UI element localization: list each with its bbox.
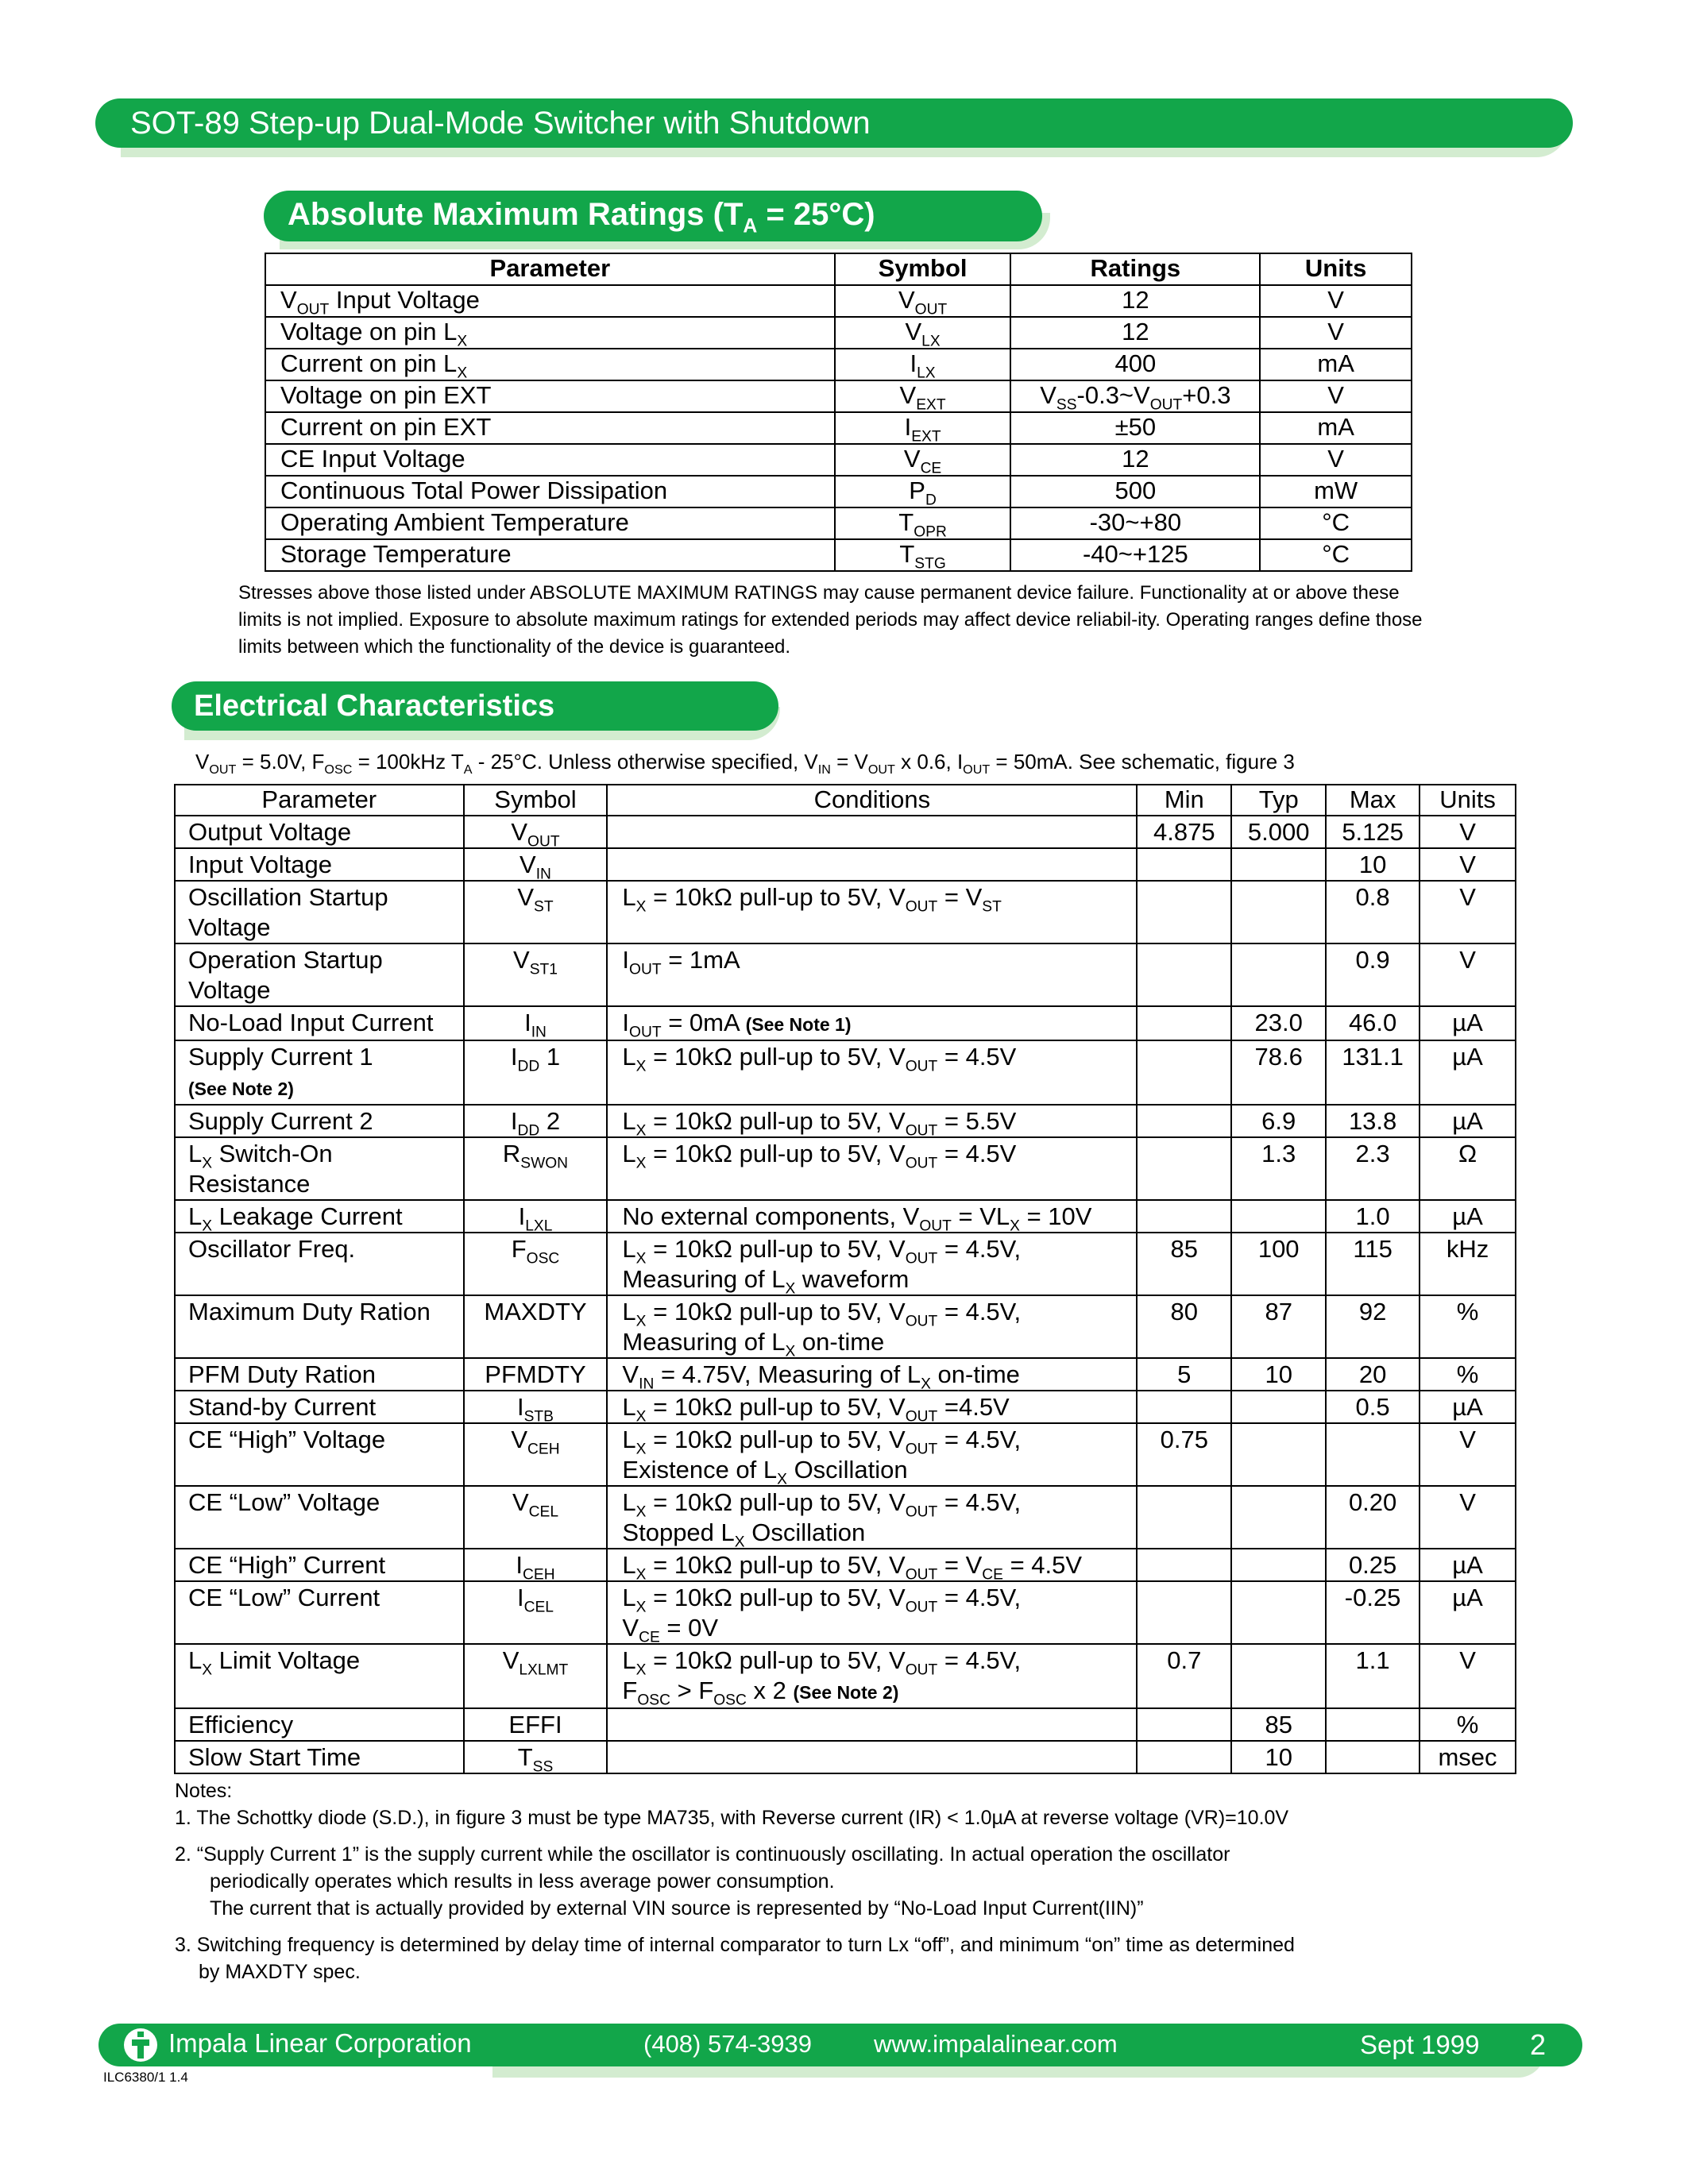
ec-min-cell xyxy=(1137,1006,1231,1040)
ec-symbol-cell: $I_{IN}$ xyxy=(464,1006,608,1040)
ec-conditions-cell: No external components, $V_{OUT} = VL_X = 10V$ xyxy=(607,1200,1137,1233)
page-number: 2 xyxy=(1530,2028,1547,2061)
ec-unit-cell: µA xyxy=(1420,1391,1516,1423)
ec-symbol-cell: MAXDTY xyxy=(464,1295,608,1358)
ec-row xyxy=(175,1358,1516,1391)
ec-row xyxy=(175,1423,1516,1486)
ec-unit-cell: µA xyxy=(1420,1581,1516,1644)
amr-heading-bar xyxy=(264,191,1042,241)
ec-parameter-cell: No-Load Input Current xyxy=(175,1006,464,1040)
website-link[interactable]: www.impalalinear.com xyxy=(874,2030,1118,2058)
amr-rating-cell: 500 xyxy=(1010,476,1260,507)
amr-symbol-cell: $T_{STG}$ xyxy=(835,539,1011,571)
ec-unit-cell: V xyxy=(1420,881,1516,943)
ec-col-header: Typ xyxy=(1231,785,1326,816)
ec-col-header: Symbol xyxy=(464,785,608,816)
amr-symbol-cell: $V_{LX}$ xyxy=(835,317,1011,349)
ec-col-header: Parameter xyxy=(175,785,464,816)
ec-symbol-cell: $V_{CEL}$ xyxy=(464,1486,608,1549)
ec-parameter-cell: Stand-by Current xyxy=(175,1391,464,1423)
footer-bar xyxy=(98,2024,1582,2066)
ec-heading: Electrical Characteristics xyxy=(194,689,555,723)
ec-row xyxy=(175,1137,1516,1200)
ec-max-cell: 13.8 xyxy=(1326,1105,1420,1137)
ec-max-cell: 0.9 xyxy=(1326,943,1420,1006)
amr-unit-cell: °C xyxy=(1260,507,1412,539)
note-2-line-2: periodically operates which results in less average power consumption. xyxy=(210,1870,835,1893)
ec-row xyxy=(175,1391,1516,1423)
document-id: ILC6380/1 1.4 xyxy=(103,2070,188,2085)
ec-row xyxy=(175,1486,1516,1549)
ec-table-body xyxy=(175,816,1516,1776)
ec-conditions-cell: $L_X = 10k\Omega$ pull-up to 5V, $V_{OUT} = 4.5V$, $F_{OSC} > F_{OSC}$ x 2 (See Note 2) xyxy=(607,1644,1137,1708)
amr-col-header: Symbol xyxy=(835,253,1011,285)
amr-col-header: Parameter xyxy=(265,253,835,285)
ec-conditions-cell: $L_X = 10k\Omega$ pull-up to 5V, $V_{OUT} =4.5V$ xyxy=(607,1391,1137,1423)
amr-parameter-cell: Voltage on pin $L_X$ xyxy=(265,317,835,349)
ec-conditions-cell: $L_X = 10k\Omega$ pull-up to 5V, $V_{OUT} = 4.5V$ xyxy=(607,1137,1137,1200)
ec-max-cell xyxy=(1326,1708,1420,1741)
amr-symbol-cell: $V_{OUT}$ xyxy=(835,285,1011,317)
ec-typ-cell: 100 xyxy=(1231,1233,1326,1295)
ec-symbol-cell: $V_{OUT}$ xyxy=(464,816,608,848)
ec-conditions-cell xyxy=(607,1708,1137,1741)
note-3-line-1: 3. Switching frequency is determined by delay time of internal comparator to turn Lx “off”, and minimum “on” time as determined xyxy=(175,1934,1295,1956)
ec-min-cell xyxy=(1137,1549,1231,1581)
amr-parameter-cell: $V_{OUT}$ Input Voltage xyxy=(265,285,835,317)
ec-parameter-cell: Oscillator Freq. xyxy=(175,1233,464,1295)
ec-unit-cell: µA xyxy=(1420,1006,1516,1040)
ec-col-header: Units xyxy=(1420,785,1516,816)
amr-row xyxy=(265,444,1412,476)
ec-parameter-cell: Input Voltage xyxy=(175,848,464,881)
ec-min-cell xyxy=(1137,943,1231,1006)
ec-typ-cell: 1.3 xyxy=(1231,1137,1326,1200)
amr-heading: Absolute Maximum Ratings $(T_A = 25^\circ C)$ xyxy=(288,197,875,237)
ec-symbol-cell: $V_{ST}$ xyxy=(464,881,608,943)
ec-conditions-cell: $V_{IN} = 4.75V$, Measuring of $L_X$ on-time xyxy=(607,1358,1137,1391)
ec-typ-cell xyxy=(1231,1644,1326,1708)
amr-unit-cell: V xyxy=(1260,444,1412,476)
note-2-line-3: The current that is actually provided by external VIN source is represented by “No-Load Input Current(IIN)” xyxy=(210,1897,1144,1920)
ec-row xyxy=(175,1040,1516,1105)
ec-symbol-cell: $I_{DD}$ 2 xyxy=(464,1105,608,1137)
ec-min-cell xyxy=(1137,1581,1231,1644)
absolute-max-ratings-table xyxy=(265,253,1412,572)
ec-symbol-cell: EFFI xyxy=(464,1708,608,1741)
ec-row xyxy=(175,943,1516,1006)
note-2-line-1: 2. “Supply Current 1” is the supply current while the oscillator is continuously oscillating. In actual operation the oscillator xyxy=(175,1843,1230,1866)
ec-conditions-cell: $L_X = 10k\Omega$ pull-up to 5V, $V_{OUT} = 4.5V$, Measuring of $L_X$ on-time xyxy=(607,1295,1137,1358)
ec-row xyxy=(175,1708,1516,1741)
amr-row xyxy=(265,507,1412,539)
ec-max-cell: 115 xyxy=(1326,1233,1420,1295)
amr-row xyxy=(265,412,1412,444)
ec-col-header: Conditions xyxy=(607,785,1137,816)
ec-symbol-cell: $V_{IN}$ xyxy=(464,848,608,881)
amr-unit-cell: mA xyxy=(1260,412,1412,444)
ec-parameter-cell: CE “Low” Current xyxy=(175,1581,464,1644)
ec-min-cell xyxy=(1137,1741,1231,1773)
ec-conditions-cell xyxy=(607,816,1137,848)
ec-conditions-cell: $L_X = 10k\Omega$ pull-up to 5V, $V_{OUT} = 4.5V$ xyxy=(607,1040,1137,1105)
ec-unit-cell: V xyxy=(1420,1644,1516,1708)
ec-unit-cell: µA xyxy=(1420,1105,1516,1137)
amr-col-header: Ratings xyxy=(1010,253,1260,285)
ec-row xyxy=(175,1644,1516,1708)
ec-row xyxy=(175,848,1516,881)
ec-max-cell: 0.8 xyxy=(1326,881,1420,943)
amr-parameter-cell: CE Input Voltage xyxy=(265,444,835,476)
ec-max-cell: 0.25 xyxy=(1326,1549,1420,1581)
ec-min-cell: 0.7 xyxy=(1137,1644,1231,1708)
amr-rating-cell: ±50 xyxy=(1010,412,1260,444)
ec-parameter-cell: Maximum Duty Ration xyxy=(175,1295,464,1358)
ec-unit-cell: µA xyxy=(1420,1549,1516,1581)
ec-row xyxy=(175,1581,1516,1644)
ec-min-cell xyxy=(1137,848,1231,881)
ec-row xyxy=(175,1741,1516,1773)
ec-unit-cell: % xyxy=(1420,1708,1516,1741)
ec-typ-cell xyxy=(1231,1200,1326,1233)
ec-parameter-cell: Supply Current 2 xyxy=(175,1105,464,1137)
ec-min-cell xyxy=(1137,1040,1231,1105)
amr-row xyxy=(265,349,1412,380)
amr-unit-cell: °C xyxy=(1260,539,1412,571)
ec-conditions-cell: $I_{OUT} = 1mA$ xyxy=(607,943,1137,1006)
test-conditions: $V_{OUT} = 5.0V$, $F_{OSC} = 100kHz$ $T_A - 25^\circ C$. Unless otherwise specified, $V_{IN} = V_{OUT}$ x 0.6, $I_{OUT} = 50mA$. See schematic, figure 3 xyxy=(195,750,1295,778)
amr-row xyxy=(265,285,1412,317)
ec-min-cell xyxy=(1137,1105,1231,1137)
ec-row xyxy=(175,881,1516,943)
amr-symbol-cell: $P_D$ xyxy=(835,476,1011,507)
amr-row xyxy=(265,539,1412,571)
ec-row xyxy=(175,1200,1516,1233)
ec-symbol-cell: $R_{SWON}$ xyxy=(464,1137,608,1200)
ec-min-cell xyxy=(1137,881,1231,943)
amr-parameter-cell: Current on pin $L_X$ xyxy=(265,349,835,380)
ec-parameter-cell: Oscillation Startup Voltage xyxy=(175,881,464,943)
ec-parameter-cell: $L_X$ Leakage Current xyxy=(175,1200,464,1233)
electrical-characteristics-table xyxy=(174,784,1516,1774)
ec-max-cell: 10 xyxy=(1326,848,1420,881)
amr-parameter-cell: Current on pin EXT xyxy=(265,412,835,444)
ec-min-cell: 4.875 xyxy=(1137,816,1231,848)
amr-rating-cell: 12 xyxy=(1010,444,1260,476)
amr-row xyxy=(265,317,1412,349)
ec-unit-cell: msec xyxy=(1420,1741,1516,1773)
amr-header-row xyxy=(265,253,1412,285)
ec-parameter-cell: Supply Current 1 (See Note 2) xyxy=(175,1040,464,1105)
ec-header-row xyxy=(175,785,1516,816)
ec-col-header: Max xyxy=(1326,785,1420,816)
ec-conditions-cell: $L_X = 10k\Omega$ pull-up to 5V, $V_{OUT} = 5.5V$ xyxy=(607,1105,1137,1137)
ec-typ-cell: 78.6 xyxy=(1231,1040,1326,1105)
ec-min-cell xyxy=(1137,1708,1231,1741)
ec-conditions-cell: $L_X = 10k\Omega$ pull-up to 5V, $V_{OUT} = V_{CE} = 4.5V$ xyxy=(607,1549,1137,1581)
ec-typ-cell: 5.000 xyxy=(1231,816,1326,848)
ec-typ-cell xyxy=(1231,1486,1326,1549)
amr-col-header: Units xyxy=(1260,253,1412,285)
ec-conditions-cell: $L_X = 10k\Omega$ pull-up to 5V, $V_{OUT} = 4.5V$, $V_{CE} = 0V$ xyxy=(607,1581,1137,1644)
notes-section xyxy=(175,1777,1525,1985)
ec-max-cell: 2.3 xyxy=(1326,1137,1420,1200)
amr-rating-cell: $V_{SS}-0.3\sim V_{OUT}+0.3$ xyxy=(1010,380,1260,412)
ec-symbol-cell: $I_{LXL}$ xyxy=(464,1200,608,1233)
ec-typ-cell xyxy=(1231,1549,1326,1581)
header-bar xyxy=(95,98,1573,148)
ec-unit-cell: V xyxy=(1420,1486,1516,1549)
note-3-line-2: by MAXDTY spec. xyxy=(199,1961,361,1983)
ec-typ-cell: 23.0 xyxy=(1231,1006,1326,1040)
ec-unit-cell: % xyxy=(1420,1358,1516,1391)
ec-row xyxy=(175,1006,1516,1040)
ec-typ-cell xyxy=(1231,1423,1326,1486)
ec-row xyxy=(175,1105,1516,1137)
ec-typ-cell xyxy=(1231,1581,1326,1644)
ec-typ-cell xyxy=(1231,848,1326,881)
ec-max-cell xyxy=(1326,1741,1420,1773)
ec-conditions-cell xyxy=(607,848,1137,881)
ec-min-cell xyxy=(1137,1391,1231,1423)
amr-rating-cell: -30~+80 xyxy=(1010,507,1260,539)
ec-row xyxy=(175,1549,1516,1581)
ec-row xyxy=(175,816,1516,848)
ec-typ-cell: 6.9 xyxy=(1231,1105,1326,1137)
ec-typ-cell: 85 xyxy=(1231,1708,1326,1741)
ec-conditions-cell: $I_{OUT} = 0mA$ (See Note 1) xyxy=(607,1006,1137,1040)
company-name: Impala Linear Corporation xyxy=(168,2028,472,2058)
ec-row xyxy=(175,1295,1516,1358)
amr-symbol-cell: $T_{OPR}$ xyxy=(835,507,1011,539)
ec-conditions-cell: $L_X = 10k\Omega$ pull-up to 5V, $V_{OUT} = 4.5V$, Measuring of $L_X$ waveform xyxy=(607,1233,1137,1295)
phone-number: (408) 574-3939 xyxy=(643,2030,812,2058)
ec-typ-cell: 10 xyxy=(1231,1741,1326,1773)
amr-parameter-cell: Continuous Total Power Dissipation xyxy=(265,476,835,507)
ec-symbol-cell: $I_{DD}$ 1 xyxy=(464,1040,608,1105)
amr-rating-cell: 12 xyxy=(1010,317,1260,349)
ec-symbol-cell: $V_{CEH}$ xyxy=(464,1423,608,1486)
ec-col-header: Min xyxy=(1137,785,1231,816)
ec-max-cell: 0.20 xyxy=(1326,1486,1420,1549)
ec-max-cell: 5.125 xyxy=(1326,816,1420,848)
ec-max-cell: 1.0 xyxy=(1326,1200,1420,1233)
ec-max-cell: 20 xyxy=(1326,1358,1420,1391)
amr-unit-cell: V xyxy=(1260,317,1412,349)
impala-logo-icon xyxy=(124,2028,157,2062)
ec-unit-cell: kHz xyxy=(1420,1233,1516,1295)
ec-min-cell xyxy=(1137,1137,1231,1200)
ec-max-cell: -0.25 xyxy=(1326,1581,1420,1644)
amr-parameter-cell: Operating Ambient Temperature xyxy=(265,507,835,539)
amr-rating-cell: 12 xyxy=(1010,285,1260,317)
note-1: 1. The Schottky diode (S.D.), in figure 3 must be type MA735, with Reverse current (IR) < 1.0µA at reverse voltage (VR)=10.0V xyxy=(175,1807,1289,1829)
ec-symbol-cell: $I_{STB}$ xyxy=(464,1391,608,1423)
ec-min-cell: 0.75 xyxy=(1137,1423,1231,1486)
ec-min-cell: 85 xyxy=(1137,1233,1231,1295)
ec-unit-cell: V xyxy=(1420,943,1516,1006)
ec-parameter-cell: Efficiency xyxy=(175,1708,464,1741)
ec-unit-cell: µA xyxy=(1420,1040,1516,1105)
ec-unit-cell: Ω xyxy=(1420,1137,1516,1200)
ec-max-cell: 0.5 xyxy=(1326,1391,1420,1423)
ec-symbol-cell: $V_{LXLMT}$ xyxy=(464,1644,608,1708)
ec-parameter-cell: CE “Low” Voltage xyxy=(175,1486,464,1549)
ec-max-cell: 92 xyxy=(1326,1295,1420,1358)
amr-rating-cell: -40~+125 xyxy=(1010,539,1260,571)
ec-min-cell: 80 xyxy=(1137,1295,1231,1358)
amr-symbol-cell: $V_{CE}$ xyxy=(835,444,1011,476)
ec-parameter-cell: Slow Start Time xyxy=(175,1741,464,1773)
ec-unit-cell: V xyxy=(1420,816,1516,848)
ec-conditions-cell: $L_X = 10k\Omega$ pull-up to 5V, $V_{OUT} = 4.5V$, Existence of $L_X$ Oscillation xyxy=(607,1423,1137,1486)
amr-unit-cell: mW xyxy=(1260,476,1412,507)
document-title: SOT-89 Step-up Dual-Mode Switcher with Shutdown xyxy=(130,106,871,141)
ec-conditions-cell xyxy=(607,1741,1137,1773)
ec-parameter-cell: CE “High” Voltage xyxy=(175,1423,464,1486)
ec-max-cell: 1.1 xyxy=(1326,1644,1420,1708)
ec-symbol-cell: PFMDTY xyxy=(464,1358,608,1391)
ec-symbol-cell: $V_{ST1}$ xyxy=(464,943,608,1006)
ec-heading-bar xyxy=(172,681,778,731)
ec-typ-cell: 10 xyxy=(1231,1358,1326,1391)
ec-min-cell xyxy=(1137,1200,1231,1233)
amr-parameter-cell: Voltage on pin EXT xyxy=(265,380,835,412)
ec-unit-cell: V xyxy=(1420,1423,1516,1486)
amr-symbol-cell: $V_{EXT}$ xyxy=(835,380,1011,412)
ec-conditions-cell: $L_X = 10k\Omega$ pull-up to 5V, $V_{OUT} = 4.5V$, Stopped $L_X$ Oscillation xyxy=(607,1486,1137,1549)
ec-parameter-cell: Output Voltage xyxy=(175,816,464,848)
ec-conditions-cell: $L_X = 10k\Omega$ pull-up to 5V, $V_{OUT} = V_{ST}$ xyxy=(607,881,1137,943)
ec-parameter-cell: $L_X$ Switch-On Resistance xyxy=(175,1137,464,1200)
ec-typ-cell: 87 xyxy=(1231,1295,1326,1358)
ec-parameter-cell: Operation Startup Voltage xyxy=(175,943,464,1006)
amr-parameter-cell: Storage Temperature xyxy=(265,539,835,571)
amr-unit-cell: mA xyxy=(1260,349,1412,380)
ec-symbol-cell: $I_{CEH}$ xyxy=(464,1549,608,1581)
publication-date: Sept 1999 xyxy=(1360,2030,1480,2059)
amr-table-body xyxy=(265,285,1412,571)
ec-typ-cell xyxy=(1231,943,1326,1006)
ec-symbol-cell: $F_{OSC}$ xyxy=(464,1233,608,1295)
amr-symbol-cell: $I_{EXT}$ xyxy=(835,412,1011,444)
ec-parameter-cell: $L_X$ Limit Voltage xyxy=(175,1644,464,1708)
amr-rating-cell: 400 xyxy=(1010,349,1260,380)
amr-symbol-cell: $I_{LX}$ xyxy=(835,349,1011,380)
ec-max-cell: 46.0 xyxy=(1326,1006,1420,1040)
ec-min-cell xyxy=(1137,1486,1231,1549)
ec-unit-cell: µA xyxy=(1420,1200,1516,1233)
amr-unit-cell: V xyxy=(1260,285,1412,317)
amr-row xyxy=(265,476,1412,507)
stress-note: Stresses above those listed under ABSOLUTE MAXIMUM RATINGS may cause permanent device failure. Functionality at or above these limits is not implied. Exposure to absolute maximum ratings for extended periods may affect device reliabil-ity. Operating ranges define those limits between which the functionality of the device is guaranteed. xyxy=(238,582,1423,658)
ec-parameter-cell: CE “High” Current xyxy=(175,1549,464,1581)
ec-max-cell xyxy=(1326,1423,1420,1486)
ec-typ-cell xyxy=(1231,1391,1326,1423)
amr-row xyxy=(265,380,1412,412)
ec-symbol-cell: $T_{SS}$ xyxy=(464,1741,608,1773)
ec-symbol-cell: $I_{CEL}$ xyxy=(464,1581,608,1644)
ec-unit-cell: V xyxy=(1420,848,1516,881)
ec-max-cell: 131.1 xyxy=(1326,1040,1420,1105)
amr-unit-cell: V xyxy=(1260,380,1412,412)
ec-parameter-cell: PFM Duty Ration xyxy=(175,1358,464,1391)
ec-unit-cell: % xyxy=(1420,1295,1516,1358)
ec-row xyxy=(175,1233,1516,1295)
ec-typ-cell xyxy=(1231,881,1326,943)
ec-min-cell: 5 xyxy=(1137,1358,1231,1391)
notes-heading: Notes: xyxy=(175,1780,233,1802)
